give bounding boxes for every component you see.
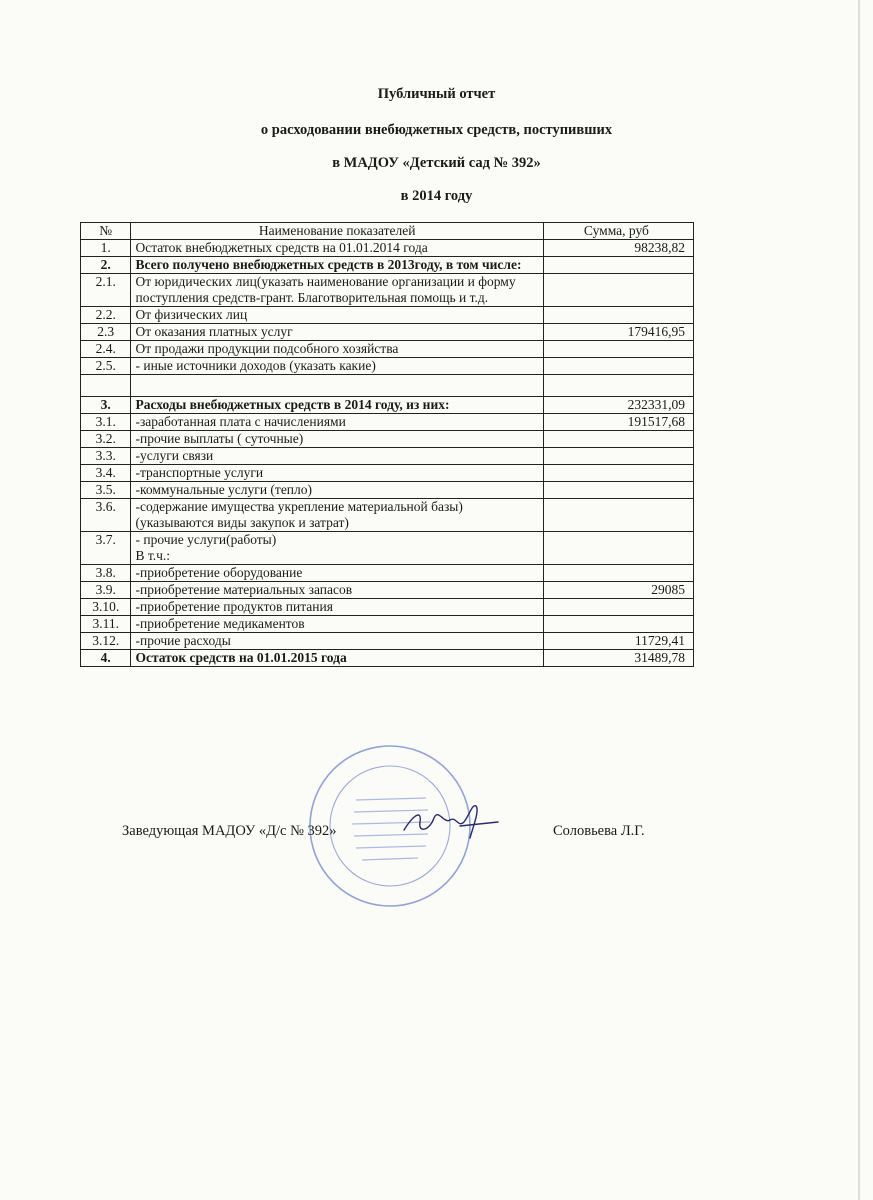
row-sum (543, 532, 693, 565)
row-sum: 11729,41 (543, 633, 693, 650)
row-num: 3.6. (81, 499, 131, 532)
row-num: 3.9. (81, 582, 131, 599)
signatory-name: Соловьева Л.Г. (553, 823, 645, 839)
table-row (81, 397, 694, 414)
table-row (81, 240, 694, 257)
row-sum (543, 257, 693, 274)
row-sum (543, 448, 693, 465)
row-sum (543, 358, 693, 375)
row-name (131, 375, 543, 397)
title-line-3: в МАДОУ «Детский сад № 392» (332, 155, 541, 171)
table-row (81, 431, 694, 448)
row-num: 3.1. (81, 414, 131, 431)
row-sum (543, 482, 693, 499)
row-name: -приобретение оборудование (131, 565, 543, 582)
row-num: 2.5. (81, 358, 131, 375)
row-num: 3. (81, 397, 131, 414)
header-name: Наименование показателей (131, 223, 543, 240)
row-name: -содержание имущества укрепление материальной базы) (указываются виды закупок и затрат) (131, 499, 543, 532)
row-sum (543, 307, 693, 324)
row-name: Остаток средств на 01.01.2015 года (131, 650, 543, 667)
row-sum (543, 431, 693, 448)
row-name: От физических лиц (131, 307, 543, 324)
row-sum: 29085 (543, 582, 693, 599)
row-num: 3.8. (81, 565, 131, 582)
row-name: -прочие расходы (131, 633, 543, 650)
table-row (81, 482, 694, 499)
table-row (81, 257, 694, 274)
row-num: 3.11. (81, 616, 131, 633)
row-name: -приобретение материальных запасов (131, 582, 543, 599)
row-sum: 31489,78 (543, 650, 693, 667)
row-num: 1. (81, 240, 131, 257)
row-name: Всего получено внебюджетных средств в 2013году, в том числе: (131, 257, 543, 274)
table-row (81, 599, 694, 616)
header-num: № (81, 223, 131, 240)
row-sum (543, 341, 693, 358)
row-num: 2. (81, 257, 131, 274)
row-name: -заработанная плата с начислениями (131, 414, 543, 431)
row-num: 2.2. (81, 307, 131, 324)
report-table (80, 222, 694, 667)
row-sum: 191517,68 (543, 414, 693, 431)
row-name: -приобретение медикаментов (131, 616, 543, 633)
row-sum (543, 599, 693, 616)
row-num: 2.3 (81, 324, 131, 341)
table-row (81, 448, 694, 465)
row-name: -прочие выплаты ( суточные) (131, 431, 543, 448)
table-header-row (81, 223, 694, 240)
handwritten-signature (400, 800, 500, 844)
title-line-4: в 2014 году (400, 188, 473, 204)
table-row (81, 565, 694, 582)
table-row-empty (81, 375, 694, 397)
row-sum (543, 616, 693, 633)
row-name: От оказания платных услуг (131, 324, 543, 341)
row-num: 3.10. (81, 599, 131, 616)
table-row (81, 324, 694, 341)
table-row (81, 499, 694, 532)
table-row (81, 616, 694, 633)
row-num: 4. (81, 650, 131, 667)
row-num (81, 375, 131, 397)
table-row (81, 532, 694, 565)
table-row (81, 307, 694, 324)
header-sum: Сумма, руб (543, 223, 693, 240)
row-num: 3.12. (81, 633, 131, 650)
row-sum (543, 565, 693, 582)
row-name: -услуги связи (131, 448, 543, 465)
table-row (81, 274, 694, 307)
row-sum (543, 274, 693, 307)
scan-edge-line (858, 0, 860, 1200)
row-num: 3.7. (81, 532, 131, 565)
row-name: От юридических лиц(указать наименование организации и форму поступления средств-грант. Благотворительная помощь и т.д. (131, 274, 543, 307)
table-row (81, 414, 694, 431)
row-name: - прочие услуги(работы) В т.ч.: (131, 532, 543, 565)
row-num: 2.4. (81, 341, 131, 358)
row-num: 3.2. (81, 431, 131, 448)
row-sum (543, 499, 693, 532)
table-row (81, 582, 694, 599)
row-sum: 98238,82 (543, 240, 693, 257)
row-name: Остаток внебюджетных средств на 01.01.2014 года (131, 240, 543, 257)
row-name: От продажи продукции подсобного хозяйства (131, 341, 543, 358)
signatory-position: Заведующая МАДОУ «Д/с № 392» (122, 823, 337, 839)
row-num: 3.3. (81, 448, 131, 465)
table-row (81, 465, 694, 482)
row-name: - иные источники доходов (указать какие) (131, 358, 543, 375)
title-line-1: Публичный отчет (377, 86, 496, 102)
table-row (81, 341, 694, 358)
row-num: 3.5. (81, 482, 131, 499)
row-name: -транспортные услуги (131, 465, 543, 482)
row-name: -коммунальные услуги (тепло) (131, 482, 543, 499)
row-sum (543, 465, 693, 482)
row-name: Расходы внебюджетных средств в 2014 году, из них: (131, 397, 543, 414)
row-sum: 179416,95 (543, 324, 693, 341)
title-line-2: о расходовании внебюджетных средств, поступивших (260, 122, 613, 138)
table-row (81, 358, 694, 375)
row-sum: 232331,09 (543, 397, 693, 414)
row-sum (543, 375, 693, 397)
row-num: 2.1. (81, 274, 131, 307)
table-row (81, 650, 694, 667)
table-row (81, 633, 694, 650)
row-name: -приобретение продуктов питания (131, 599, 543, 616)
row-num: 3.4. (81, 465, 131, 482)
